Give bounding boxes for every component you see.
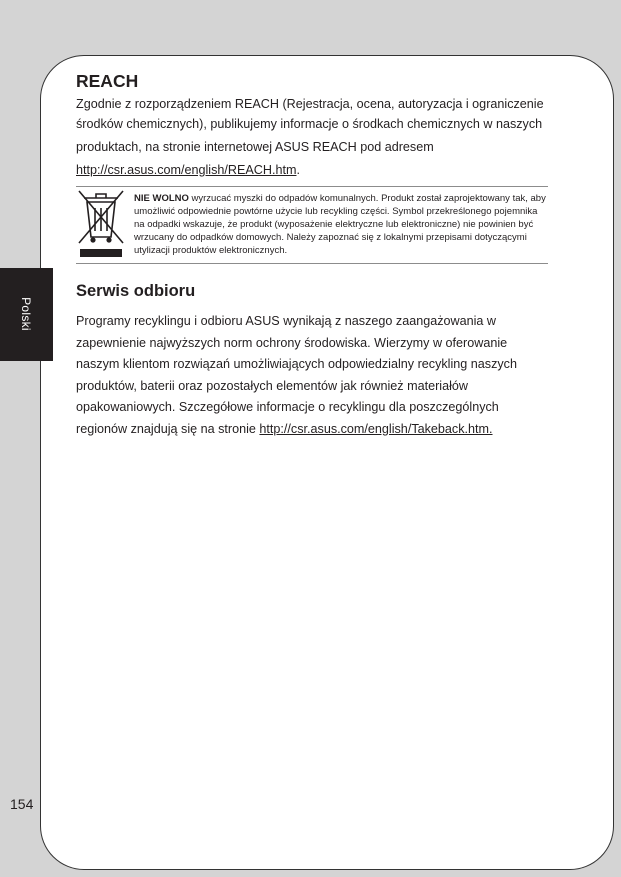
reach-heading: REACH	[76, 71, 139, 91]
reach-body	[76, 96, 548, 182]
takeback-link[interactable]: http://csr.asus.com/english/Takeback.htm.	[259, 421, 493, 436]
takeback-section	[76, 281, 548, 440]
takeback-heading: Serwis odbioru	[76, 282, 196, 300]
reach-section	[76, 70, 548, 182]
notice-bold-lead: NIE WOLNO	[134, 193, 189, 204]
notice-body: wyrzucać myszki do odpadów komunalnych. Produkt został zaprojektowany tak, aby umożliwić odpowiednie powtórne użycie lub recykling części. Symbol przekreślonego pojemnika na odpadki wskazuje, że produkt (wyposażenie elektryczne lub elektroniczne) nie powinien być wrzucany do odpadków domowych. Należy zapoznać się z lokalnymi przepisami dotyczącymi utylizacji produktów elektronicznych.	[134, 193, 546, 256]
reach-body-line1: Zgodnie z rozporządzeniem REACH (Rejestracja, ocena, autoryzacja i ograniczenie	[76, 97, 544, 111]
reach-body-suffix: .	[296, 163, 300, 177]
crossed-out-wheeled-bin-icon	[76, 187, 126, 259]
takeback-body	[76, 311, 548, 440]
language-tab	[0, 268, 53, 361]
reach-body-text: środków chemicznych), publikujemy informacje o środkach chemicznych w naszych produktach, na stronie internetowej ASUS REACH pod adresem	[76, 117, 543, 154]
reach-link[interactable]: http://csr.asus.com/english/REACH.htm	[76, 163, 297, 177]
disposal-notice	[76, 186, 548, 264]
disposal-notice-text	[134, 192, 548, 257]
page-number: 154	[10, 796, 34, 812]
takeback-body-text: Programy recyklingu i odbioru ASUS wynikają z naszego zaangażowania w zapewnienie najwyższych norm ochrony środowiska. Wierzymy w oferowanie naszym klientom rozwiązań umożliwiających odpowiedzialny recykling naszych produktów, baterii oraz pozostałych elementów jak również materiałów opakowaniowych. Szczegółowe informacje o recyklingu dla poszczególnych regionów znajdują się na stronie	[76, 314, 517, 436]
language-tab-label: Polski	[19, 297, 33, 331]
